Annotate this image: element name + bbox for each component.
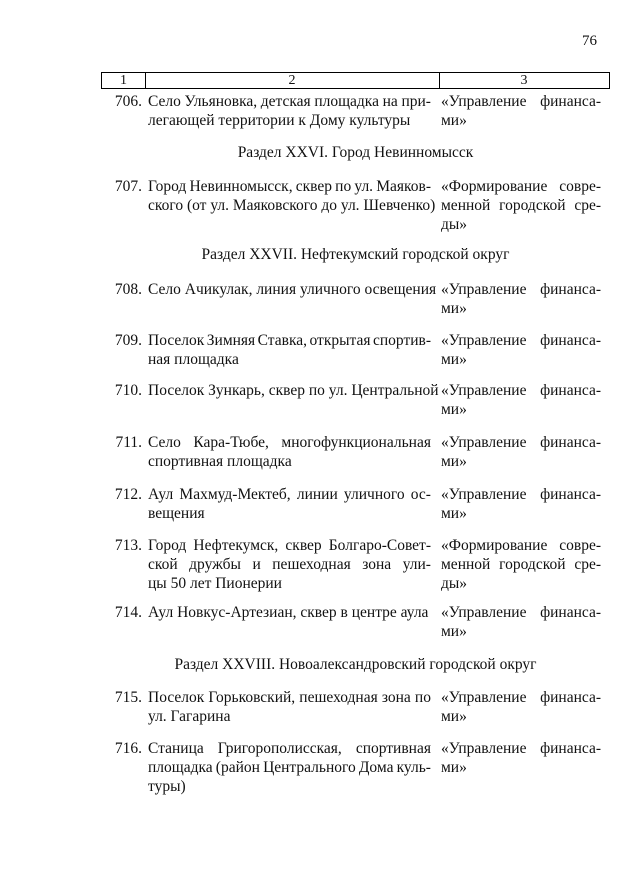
text-line: Город Невинномысск, сквер по ул. Маяков- — [148, 178, 431, 195]
object-description — [148, 280, 437, 299]
text-line: «Формирование совре- — [441, 537, 601, 554]
object-description — [148, 688, 431, 726]
text-line: «Управление финанса- — [441, 382, 601, 399]
section-title: Раздел XXVII. Нефтекумский городской округ — [201, 246, 510, 263]
row-number: 707. — [114, 178, 142, 195]
program-name — [441, 280, 601, 318]
text-line: ми» — [441, 300, 467, 317]
text-line: «Управление финанса- — [441, 281, 601, 298]
object-description — [148, 433, 431, 471]
text-line: ской дружбы и пешеходная зона ули- — [148, 556, 431, 573]
text-line: ми» — [441, 453, 467, 470]
object-description — [148, 177, 436, 215]
text-line: «Управление финанса- — [441, 740, 601, 757]
header-cell-3: 3 — [520, 73, 528, 88]
text-line: Село Ульяновка, детская площадка на при- — [148, 93, 431, 110]
text-line: Село Ачикулак, линия уличного освещения — [148, 281, 437, 298]
text-line: ная площадка — [148, 351, 239, 368]
text-line: ды» — [441, 216, 468, 233]
program-name — [441, 739, 601, 777]
text-line: Поселок Зимняя Ставка, открытая спортив- — [148, 332, 431, 349]
text-line: Поселок Горьковский, пешеходная зона по — [148, 689, 431, 706]
text-line: вещения — [148, 505, 205, 522]
object-description — [148, 485, 431, 523]
text-line: ми» — [441, 623, 467, 640]
text-line: Станица Григорополисская, спортивная — [148, 740, 431, 757]
text-line: Аул Махмуд-Мектеб, линии уличного ос- — [148, 486, 431, 503]
text-line: легающей территории к Дому культуры — [148, 112, 411, 129]
row-number: 711. — [115, 434, 142, 451]
row-number: 713. — [114, 537, 142, 554]
text-line: Село Кара-Тюбе, многофункциональная — [148, 434, 431, 451]
text-line: «Управление финанса- — [441, 332, 601, 349]
text-line: спортивная площадка — [148, 453, 292, 470]
object-description — [148, 536, 431, 593]
text-line: Город Нефтекумск, сквер Болгаро-Совет- — [148, 537, 431, 554]
text-line: Поселок Зункарь, сквер по ул. Центральной — [148, 382, 439, 399]
program-name — [441, 177, 601, 234]
text-line: менной городской сре- — [441, 556, 601, 573]
object-description — [148, 92, 431, 130]
row-number: 715. — [114, 689, 142, 706]
text-line: ми» — [441, 112, 467, 129]
program-name — [441, 688, 601, 726]
object-description — [148, 739, 431, 796]
text-line: менной городской сре- — [441, 197, 601, 214]
program-name — [441, 433, 601, 471]
program-name — [441, 485, 601, 523]
program-name — [441, 381, 601, 419]
text-line: туры) — [148, 778, 186, 795]
row-number: 714. — [114, 604, 142, 621]
object-description — [148, 603, 431, 622]
section-title: Раздел XXVI. Город Невинномысск — [237, 144, 474, 161]
text-line: ми» — [441, 505, 467, 522]
program-name — [441, 331, 601, 369]
text-line: «Управление финанса- — [441, 486, 601, 503]
row-number: 716. — [114, 740, 142, 757]
text-line: площадка (район Центрального Дома куль- — [148, 759, 431, 776]
section-title: Раздел XXVIII. Новоалександровский городской округ — [174, 656, 537, 673]
table-header — [101, 72, 610, 89]
text-line: ми» — [441, 759, 467, 776]
text-line: цы 50 лет Пионерии — [148, 575, 282, 592]
program-name — [441, 603, 601, 641]
text-line: ского (от ул. Маяковского до ул. Шевченко) — [148, 197, 436, 214]
object-description — [148, 381, 439, 400]
row-number: 709. — [114, 332, 142, 349]
row-number: 710. — [114, 382, 142, 399]
text-line: «Управление финанса- — [441, 689, 601, 706]
text-line: «Управление финанса- — [441, 434, 601, 451]
row-number: 712. — [114, 486, 142, 503]
header-cell-2: 2 — [145, 73, 440, 88]
text-line: ул. Гагарина — [148, 708, 231, 725]
row-number: 706. — [114, 93, 142, 110]
object-description — [148, 331, 431, 369]
row-number: 708. — [114, 281, 142, 298]
program-name — [441, 92, 601, 130]
text-line: «Формирование совре- — [441, 178, 601, 195]
program-name — [441, 536, 601, 593]
page-number: 76 — [582, 33, 597, 49]
text-line: ми» — [441, 351, 467, 368]
header-cell-1: 1 — [102, 73, 146, 88]
text-line: ды» — [441, 575, 468, 592]
text-line: ми» — [441, 708, 467, 725]
text-line: «Управление финанса- — [441, 93, 601, 110]
text-line: ми» — [441, 401, 467, 418]
text-line: «Управление финанса- — [441, 604, 601, 621]
text-line: Аул Новкус-Артезиан, сквер в центре аула — [148, 604, 429, 621]
